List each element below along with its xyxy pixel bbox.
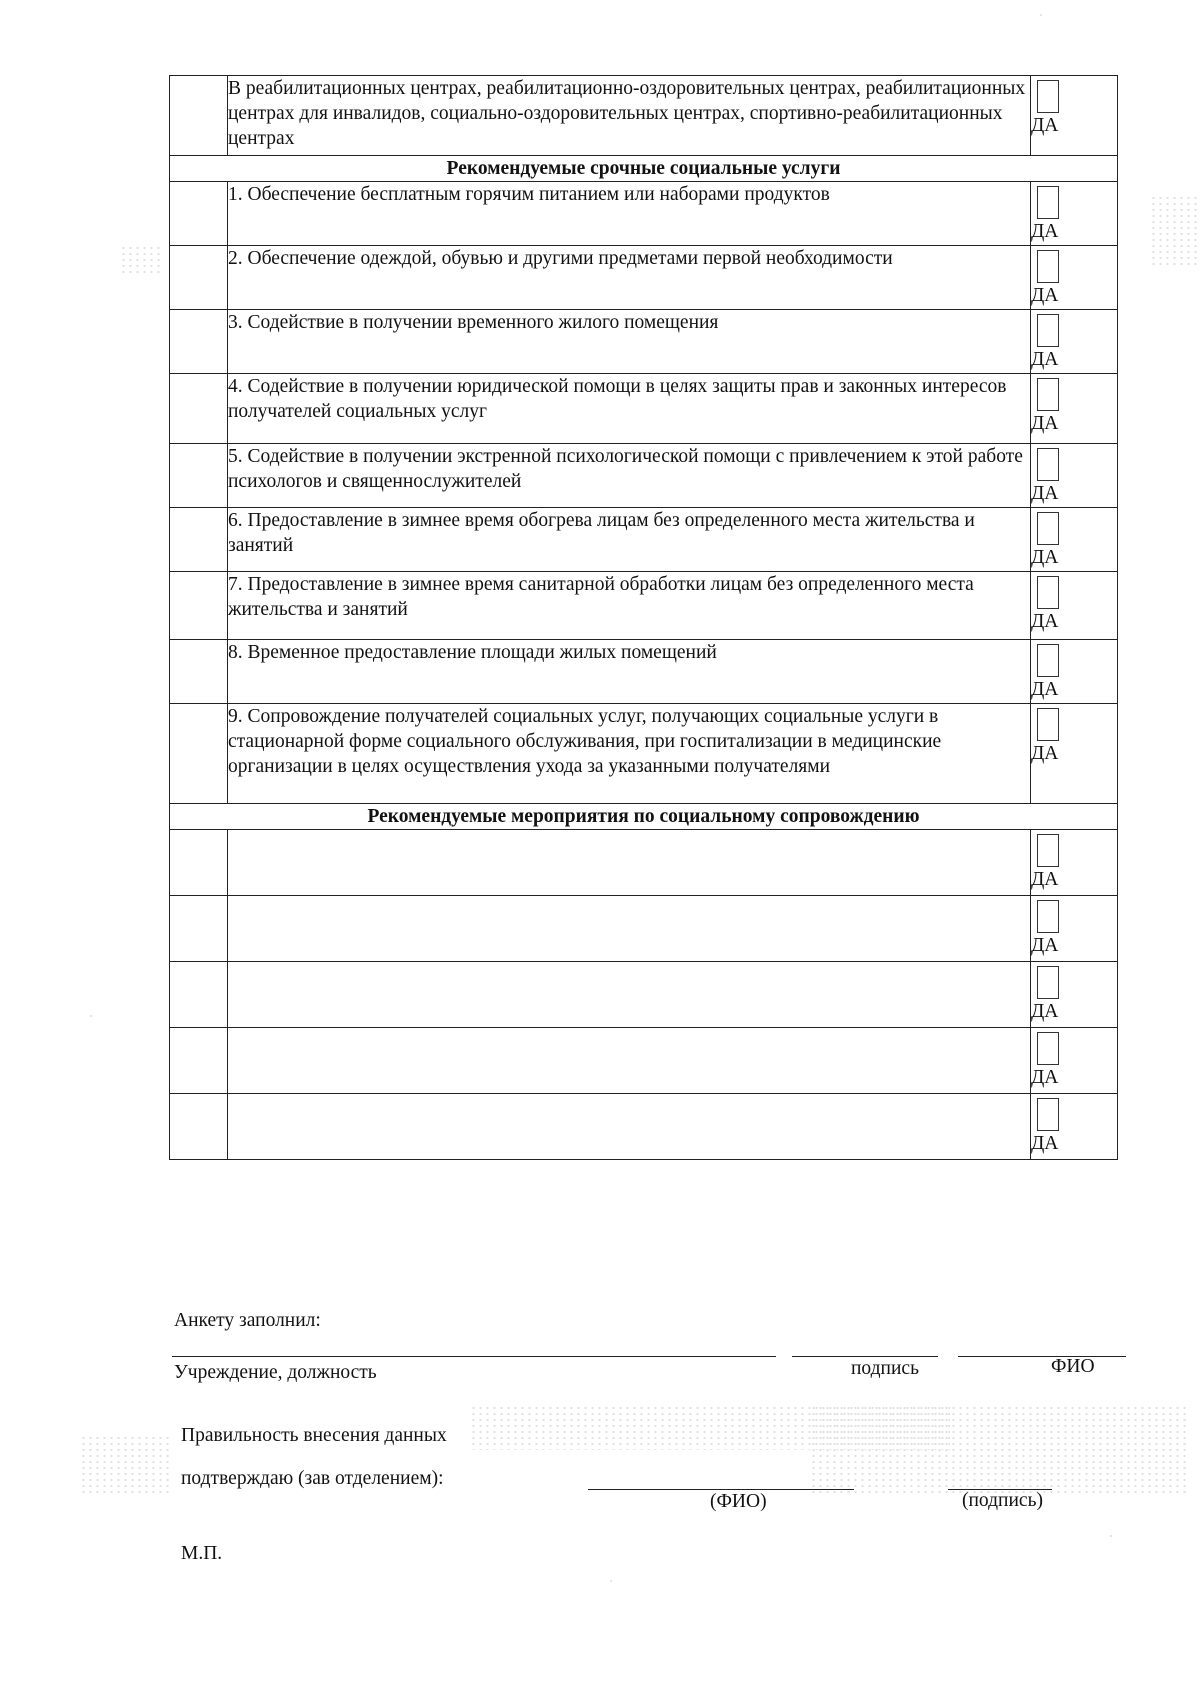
head-fio-label: (ФИО) [710,1491,767,1512]
number-cell [170,246,228,310]
section-row [170,156,1118,182]
row-text [228,962,1031,1028]
scan-noise [90,1015,92,1017]
checkbox-label: ДА [1031,743,1059,764]
number-cell [170,444,228,508]
checkbox-cell[interactable] [1031,508,1118,572]
checkbox-cell[interactable] [1031,830,1118,896]
scan-noise [120,245,160,275]
checkbox-cell[interactable] [1031,704,1118,804]
checkbox-label: ДА [1031,1133,1059,1154]
checkbox[interactable] [1037,644,1059,677]
checkbox-label: ДА [1031,221,1059,242]
section-heading-support: Рекомендуемые мероприятия по социальному сопровождению [170,804,1118,830]
checkbox-cell[interactable] [1031,572,1118,640]
checkbox-label: ДА [1031,1067,1059,1088]
services-table [169,75,1118,1160]
row-text: 6. Предоставление в зимнее время обогрева лицам без определенного места жительства и занятий [228,508,1031,572]
checkbox-cell[interactable] [1031,182,1118,246]
row-text: В реабилитационных центрах, реабилитационно-оздоровительных центрах, реабилитационных центрах для инвалидов, социально-оздоровительных центрах, спортивно-реабилитационных центрах [228,76,1031,156]
number-cell [170,1028,228,1094]
table-row [170,962,1118,1028]
number-cell [170,374,228,444]
table-row [170,704,1118,804]
checkbox-label: ДА [1031,413,1059,434]
row-text: 3. Содействие в получении временного жилого помещения [228,310,1031,374]
checkbox[interactable] [1037,186,1059,219]
table-row [170,310,1118,374]
row-text: 7. Предоставление в зимнее время санитарной обработки лицам без определенного места жительства и занятий [228,572,1031,640]
head-fio-line[interactable] [588,1489,854,1490]
checkbox-label: ДА [1031,349,1059,370]
scan-noise [1150,195,1198,265]
number-cell [170,640,228,704]
row-text [228,1028,1031,1094]
number-cell [170,182,228,246]
row-text: 4. Содействие в получении юридической помощи в целях защиты прав и законных интересов получателей социальных услуг [228,374,1031,444]
checkbox-label: ДА [1031,1001,1059,1022]
table-row [170,1094,1118,1160]
number-cell [170,508,228,572]
row-text: 8. Временное предоставление площади жилых помещений [228,640,1031,704]
confirm-label-line1: Правильность внесения данных [181,1425,447,1446]
signature-line[interactable] [792,1356,938,1357]
checkbox[interactable] [1037,708,1059,741]
number-cell [170,1094,228,1160]
checkbox-cell[interactable] [1031,444,1118,508]
table-row [170,374,1118,444]
number-cell [170,704,228,804]
institution-label: Учреждение, должность [174,1362,377,1383]
checkbox[interactable] [1037,512,1059,545]
checkbox[interactable] [1037,900,1059,933]
checkbox-cell[interactable] [1031,310,1118,374]
checkbox-label: ДА [1031,935,1059,956]
table-row [170,572,1118,640]
number-cell [170,572,228,640]
checkbox-label: ДА [1031,483,1059,504]
table-row [170,444,1118,508]
row-text [228,896,1031,962]
checkbox[interactable] [1037,966,1059,999]
row-text [228,1094,1031,1160]
fio-label: ФИО [1051,1356,1095,1377]
table-row [170,182,1118,246]
head-signature-label: (подпись) [962,1490,1043,1511]
scan-noise [1040,14,1042,16]
section-row [170,804,1118,830]
checkbox-label: ДА [1031,547,1059,568]
checkbox-cell[interactable] [1031,962,1118,1028]
section-heading-urgent: Рекомендуемые срочные социальные услуги [170,156,1118,182]
table-row [170,830,1118,896]
table-row [170,246,1118,310]
checkbox-label: ДА [1031,869,1059,890]
checkbox-cell[interactable] [1031,76,1118,156]
scan-noise [810,1405,1190,1495]
table-row [170,640,1118,704]
checkbox[interactable] [1037,576,1059,609]
row-text: 5. Содействие в получении экстренной психологической помощи с привлечением к этой работе психологов и священнослужителей [228,444,1031,508]
number-cell [170,830,228,896]
checkbox-cell[interactable] [1031,374,1118,444]
checkbox-cell[interactable] [1031,640,1118,704]
table-row [170,76,1118,156]
checkbox[interactable] [1037,80,1059,113]
table-row [170,508,1118,572]
checkbox[interactable] [1037,314,1059,347]
checkbox[interactable] [1037,834,1059,867]
checkbox[interactable] [1037,250,1059,283]
institution-line[interactable] [172,1356,776,1357]
row-text: 1. Обеспечение бесплатным горячим питанием или наборами продуктов [228,182,1031,246]
checkbox-label: ДА [1031,679,1059,700]
checkbox-cell[interactable] [1031,896,1118,962]
checkbox-cell[interactable] [1031,246,1118,310]
checkbox[interactable] [1037,448,1059,481]
number-cell [170,310,228,374]
fio-line[interactable] [958,1356,1126,1357]
stamp-label: М.П. [181,1543,223,1564]
scan-noise [610,1580,612,1582]
checkbox-label: ДА [1031,611,1059,632]
confirm-label-line2: подтверждаю (зав отделением): [181,1468,444,1489]
checkbox[interactable] [1037,378,1059,411]
number-cell [170,962,228,1028]
table-row [170,1028,1118,1094]
checkbox[interactable] [1037,1032,1059,1065]
checkbox-cell[interactable] [1031,1028,1118,1094]
number-cell [170,896,228,962]
row-text [228,830,1031,896]
row-text: 9. Сопровождение получателей социальных услуг, получающих социальные услуги в стационарной форме социального обслуживания, при госпитализации в медицинские организации в целях осуществления ухода за указанными получателями [228,704,1031,804]
scan-noise [80,1435,170,1495]
filled-by-label: Анкету заполнил: [174,1310,321,1331]
table-row [170,896,1118,962]
checkbox-cell[interactable] [1031,1094,1118,1160]
scan-noise [1110,1535,1112,1537]
signature-label: подпись [851,1358,919,1379]
checkbox-label: ДА [1031,285,1059,306]
checkbox-label: ДА [1031,115,1059,136]
row-text: 2. Обеспечение одеждой, обувью и другими предметами первой необходимости [228,246,1031,310]
checkbox[interactable] [1037,1098,1059,1131]
number-cell [170,76,228,156]
